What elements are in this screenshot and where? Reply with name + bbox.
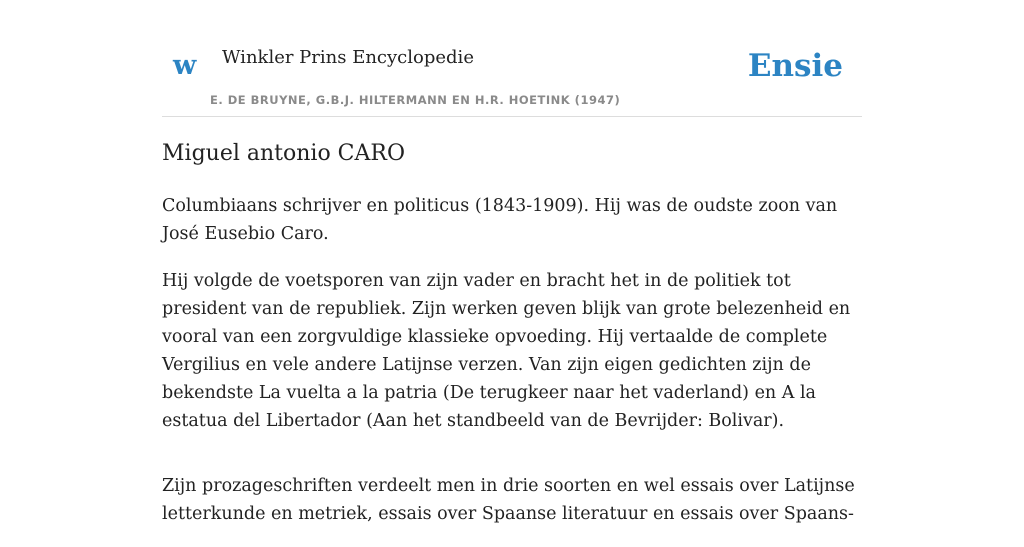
ensie-logo[interactable]: Ensie bbox=[747, 48, 843, 84]
source-authors: E. DE BRUYNE, G.B.J. HILTERMANN EN H.R. HOETINK (1947) bbox=[210, 93, 621, 107]
article-paragraph-1: Columbiaans schrijver en politicus (1843-1909). Hij was de oudste zoon van José Eusebio Caro. bbox=[162, 196, 838, 244]
source-title[interactable]: Winkler Prins Encyclopedie bbox=[222, 47, 474, 68]
article-paragraph-2: Hij volgde de voetsporen van zijn vader en bracht het in de politiek tot president van de republiek. Zijn werken geven blijk van grote belezenheid en vooral van een zorgvuldige klassieke opvoeding. Hij vertaalde de complete Vergilius en vele andere Latijnse verzen. Van zijn eigen gedichten zijn de bekendste La vuelta a la patria (De terugkeer naar het vaderland) en A la estatua del Libertador (Aan het standbeeld van de Bevrijder: Bolivar). bbox=[162, 271, 851, 431]
winkler-prins-logo[interactable]: w bbox=[173, 50, 197, 81]
article-paragraph-3: Zijn prozageschriften verdeelt men in drie soorten en wel essais over Latijnse letterkunde en metriek, essais over Spaanse literatuur en essais over Spaans- bbox=[162, 476, 855, 524]
article-body bbox=[162, 192, 862, 547]
page bbox=[162, 0, 862, 524]
article-title: Miguel antonio CARO bbox=[162, 141, 405, 166]
source-header bbox=[162, 0, 862, 117]
